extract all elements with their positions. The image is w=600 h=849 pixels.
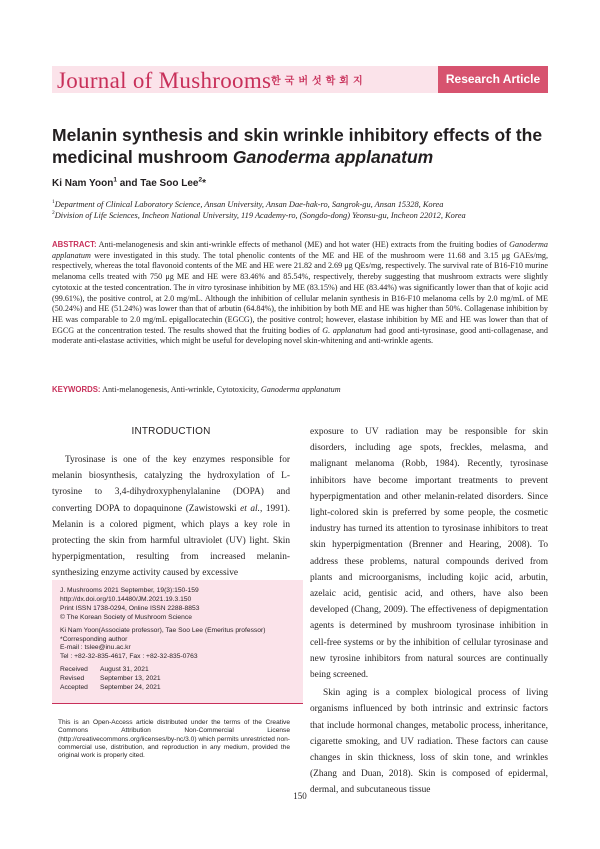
affiliation-2 bbox=[52, 210, 552, 221]
info-box-divider bbox=[52, 703, 303, 704]
body-column-left bbox=[52, 452, 290, 584]
affiliation-text: Division of Life Sciences, Incheon National University, 119 Academy-ro, (Songdo-dong) Yeonsu-gu, Incheon 22012, Korea bbox=[54, 211, 466, 220]
accepted-date: Accepted September 24, 2021 bbox=[60, 684, 161, 692]
email[interactable]: E-mail : tslee@inu.ac.kr bbox=[60, 644, 131, 652]
article-type-badge: Research Article bbox=[438, 66, 548, 93]
page-number: 150 bbox=[293, 791, 307, 801]
affiliation-number: 2 bbox=[52, 210, 55, 217]
body-italic: et al. bbox=[240, 503, 260, 514]
keywords-species: Ganoderma applanatum bbox=[260, 385, 341, 394]
abstract-term: in vitro bbox=[188, 282, 212, 292]
author-name: Ki Nam Yoon bbox=[52, 178, 114, 189]
author-separator: and bbox=[116, 178, 141, 189]
corresponding-marker: * bbox=[202, 178, 206, 189]
abstract-text: Anti-melanogenesis and skin anti-wrinkle effects of methanol (ME) and hot water (HE) extracts from the fruiting bodies of bbox=[98, 240, 510, 249]
abstract bbox=[52, 240, 548, 347]
affiliation-marker: 2 bbox=[198, 176, 203, 184]
affiliation-number: 1 bbox=[52, 199, 55, 206]
body-paragraph: Skin aging is a complex biological process of living organisms influenced by both intrinsic and extrinsic factors that include hormonal changes, metabolic process, inheritance, cigarette smoking, and UV radiation. These factors can cause changes in skin thickness, loss of skin tone, and wrinkles (Zhang and Duan, 2018). Skin is composed of epidermal, dermal, and subcutaneous tissue bbox=[310, 688, 548, 796]
issn: Print ISSN 1738-0294, Online ISSN 2288-8853 bbox=[60, 604, 200, 612]
received-date: Received August 31, 2021 bbox=[60, 666, 149, 674]
abstract-text: tyrosinase inhibition by ME (83.15%) and HE (83.44%) was significantly lower than that of kojic acid (99.61%), the positive control, at 2.0 mg/mL. Although the inhibition of cellular melanin synthesis in B16-F10 melanoma cells by 2.0 mg/mL of ME (50.24%) and HE (51.24%) was lower than that of arbutin (64.84%), the inhibition by both ME and HE was higher than 50%. Collagenase inhibition by HE was comparable to 2.0 mg/mL epigallocatechin (EGCG), the positive control; however, elastase inhibition by ME and HE was lower than that of EGCG at the concentration tested. The results showed that the fruiting bodies of bbox=[52, 282, 549, 335]
copyright: © The Korean Society of Mushroom Science bbox=[60, 613, 192, 621]
affiliation-marker: 1 bbox=[113, 176, 117, 184]
author-name: Tae Soo Lee bbox=[140, 178, 199, 189]
body-paragraph bbox=[52, 452, 290, 582]
body-text: , 1991). Melanin is a colored pigment, which plays a key role in protecting the skin from harmful ultraviolet (UV) light. Skin hyperpigmentation, resulting from increased melanin-synthesizing enzyme activity caused by excessive bbox=[52, 503, 291, 579]
keywords-label: KEYWORDS: bbox=[52, 385, 101, 394]
abstract-species: Ganoderma applanatum bbox=[52, 240, 548, 260]
keywords bbox=[52, 384, 548, 395]
article-info-box bbox=[52, 580, 303, 703]
open-access-notice: This is an Open-Access article distributed under the terms of the Creative Commons Attribution Non-Commercial License (http://creativecommons.org/licenses/by-nc/3.0) which permits unrestricted non-commercial use, distribution, and reproduction in any medium, provided the original work is properly cited. bbox=[58, 719, 290, 760]
phone-fax: Tel : +82-32-835-4617, Fax : +82-32-835-0763 bbox=[60, 653, 198, 661]
title-line-1: Melanin synthesis and skin wrinkle inhibitory effects of the bbox=[52, 125, 543, 145]
body-paragraph: exposure to UV radiation may be responsible for skin disorders, including age spots, freckles, melasma, and malignant melanoma (Robb, 1984). Recently, tyrosinase inhibitors have become important treatments to prevent hyperpigmentation and other melanin-related disorders. Since light-colored skin is preferred by some people, the cosmetic industry has turned its attention to tyrosinase inhibitors to treat skin hyperpigmentation (Brenner and Hearing, 2008). To address these problems, natural compounds derived from plants and microorganisms, including kojic acid, arbutin, azelaic acid, gentisic acid, and others, have also been developed (Chang, 2009). The effectiveness of depigmentation agents is determined by mushroom tyrosinase inhibition in cell-free systems or by the inhibition of cellular tyrosinase and new tyrosine inhibitors from natural sources are continually being screened. bbox=[310, 427, 548, 681]
journal-korean-name: 한국버섯학회지 bbox=[271, 76, 367, 87]
body-text: Tyrosinase is one of the key enzymes responsible for melanin biosynthesis, catalyzing the hydroxylation of L-tyrosine to 3,4-dihydroxyphenylalanine (DOPA) and converting DOPA to dopaquinone (Zawistowski bbox=[52, 455, 290, 514]
abstract-species: G. applanatum bbox=[322, 325, 372, 335]
abstract-text: were investigated in this study. The total phenolic contents of the ME and HE of the mushroom were 11.68 and 3.15 μg GAEs/mg, respectively, whereas the total flavonoid contents of the ME and HE were 21.82 and 2.69 μg QEs/mg, respectively. The survival rate of B16-F10 murine melanoma cells treated with 750 μg ME and HE were 83.46% and 85.54%, respectively, thereby suggesting that mushroom extracts were slightly cytotoxic at the tested concentration. The bbox=[52, 250, 548, 292]
affiliation-text: Department of Clinical Laboratory Science, Ansan University, Ansan Dae-hak-ro, Sangrok-gu, Ansan 15328, Korea bbox=[54, 200, 444, 209]
abstract-label: ABSTRACT: bbox=[52, 240, 97, 249]
corresponding-author: *Corresponding author bbox=[60, 635, 128, 643]
revised-date: Revised September 13, 2021 bbox=[60, 675, 161, 683]
author-list bbox=[52, 177, 206, 191]
section-heading-introduction: INTRODUCTION bbox=[131, 426, 211, 437]
keywords-text: Anti-melanogenesis, Anti-wrinkle, Cytotoxicity, bbox=[100, 385, 261, 394]
journal-name: Journal of Mushrooms bbox=[57, 68, 272, 93]
title-line-2: medicinal mushroom bbox=[52, 147, 233, 167]
citation: J. Mushrooms 2021 September, 19(3):150-159 bbox=[60, 587, 199, 594]
author-positions: Ki Nam Yoon(Associate professor), Tae Soo Lee (Emeritus professor) bbox=[60, 626, 266, 634]
title-species: Ganoderma applanatum bbox=[232, 147, 434, 167]
doi-link[interactable]: http://dx.doi.org/10.14480/JM.2021.19.3.150 bbox=[60, 595, 192, 603]
article-title bbox=[52, 124, 552, 168]
affiliation-1 bbox=[52, 199, 552, 210]
abstract-text: had good anti-tyrosinase, good anti-collagenase, and moderate anti-elastase activities, which might be useful for developing novel skin-whitening and anti-wrinkle agents. bbox=[52, 325, 548, 346]
body-column-right bbox=[310, 424, 548, 801]
